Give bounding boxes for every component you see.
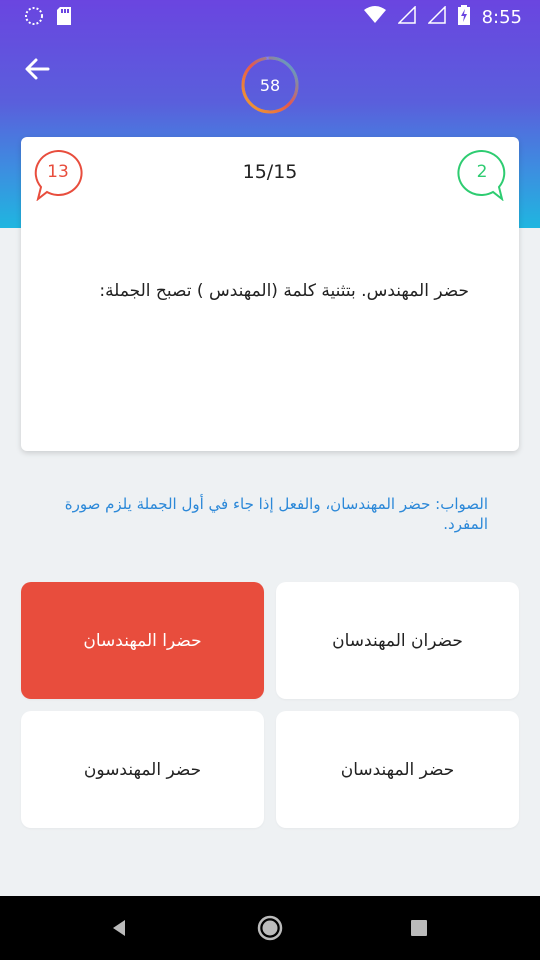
option-button[interactable] — [21, 711, 264, 828]
correct-count: 2 — [476, 162, 488, 182]
signal-icon — [428, 6, 446, 29]
signal-icon — [398, 6, 416, 29]
option-button[interactable] — [276, 582, 519, 699]
wrong-count: 13 — [47, 162, 69, 182]
question-text: حضر المهندس. بتثنية كلمة (المهندس ) تصبح الجملة: — [99, 281, 469, 301]
circle-icon — [24, 6, 44, 31]
option-label: حضران المهندسان — [332, 630, 463, 651]
option-button[interactable] — [276, 711, 519, 828]
question-progress: 15/15 — [242, 161, 298, 183]
navigation-bar — [0, 896, 540, 960]
option-label: حضر المهندسان — [340, 759, 455, 780]
clock: 8:55 — [481, 7, 522, 28]
question-card — [21, 137, 519, 451]
status-bar — [0, 0, 540, 32]
option-label: حضرا المهندسان — [83, 630, 202, 651]
nav-back-button[interactable] — [104, 912, 136, 944]
sd-card-icon — [56, 6, 72, 31]
square-recents-icon — [410, 919, 428, 937]
option-button-wrong[interactable] — [21, 582, 264, 699]
wifi-icon — [364, 6, 386, 29]
correct-count-badge — [456, 149, 508, 201]
nav-recents-button[interactable] — [403, 912, 435, 944]
back-button[interactable] — [20, 52, 54, 86]
arrow-left-icon — [24, 56, 50, 82]
nav-home-button[interactable] — [254, 912, 286, 944]
countdown-timer — [240, 55, 300, 115]
timer-value: 58 — [259, 75, 281, 95]
option-label: حضر المهندسون — [83, 759, 202, 780]
home-circle-icon — [256, 914, 284, 942]
explanation-text: الصواب: حضر المهندسان، والفعل إذا جاء في أول الجملة يلزم صورة المفرد. — [64, 495, 488, 534]
battery-charging-icon — [458, 5, 470, 30]
triangle-back-icon — [110, 918, 130, 938]
